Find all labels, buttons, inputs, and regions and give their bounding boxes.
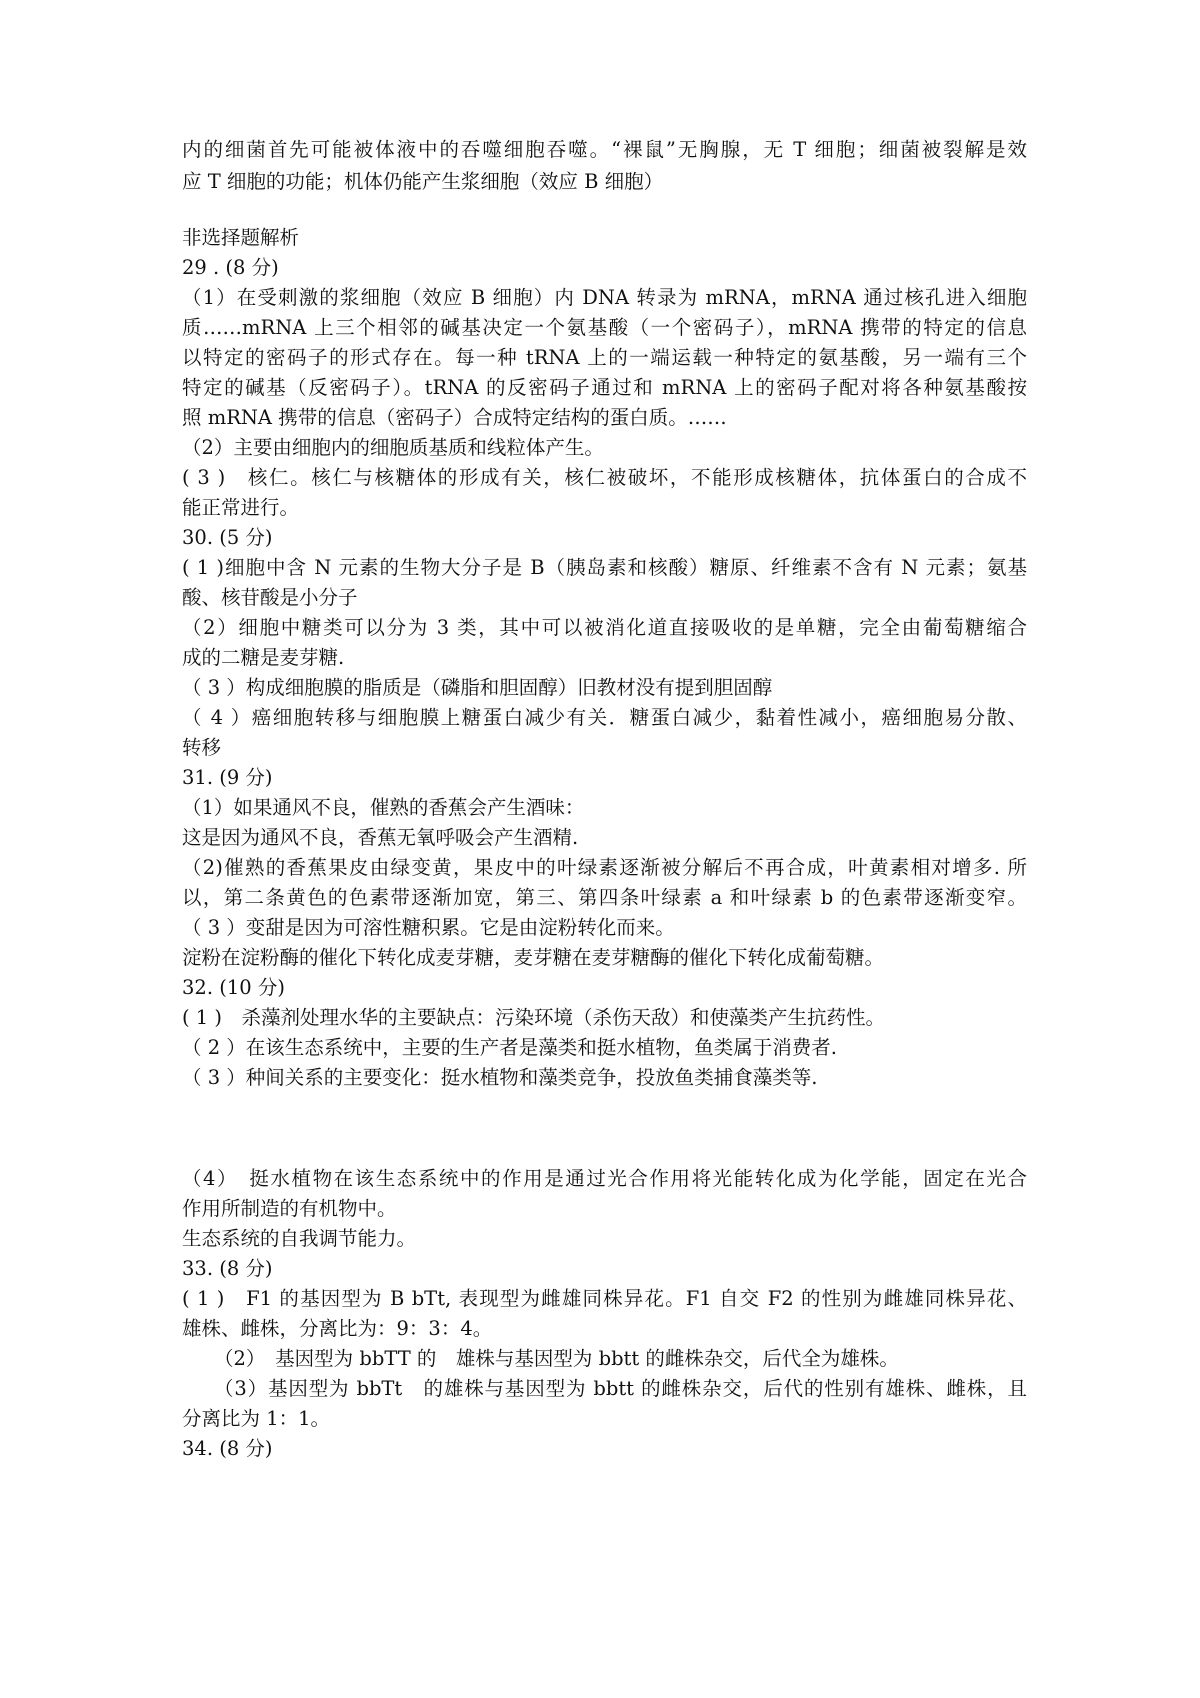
question-number: 34. (8 分) [182, 1437, 273, 1460]
text-line: 以，第二条黄色的色素带逐渐加宽，第三、第四条叶绿素 a 和叶绿素 b 的色素带逐渐变窄。 [182, 886, 1027, 909]
text-line: 酸、核苷酸是小分子 [182, 586, 358, 609]
text-line: （2）细胞中糖类可以分为 3 类，其中可以被消化道直接吸收的是单糖，完全由葡萄糖缩合 [182, 616, 1027, 639]
text-line: （1）如果通风不良，催熟的香蕉会产生酒味： [182, 796, 585, 819]
text-line: （ 3 ）种间关系的主要变化：挺水植物和藻类竞争，投放鱼类捕食藻类等. [182, 1066, 818, 1089]
question-number: 31. (9 分) [182, 766, 273, 789]
text-line: 这是因为通风不良，香蕉无氧呼吸会产生酒精. [182, 826, 579, 849]
text-line: 照 mRNA 携带的信息（密码子）合成特定结构的蛋白质。…… [182, 406, 727, 429]
text-line: ( 3 ) 核仁。核仁与核糖体的形成有关，核仁被破坏，不能形成核糖体，抗体蛋白的合成不 [182, 466, 1027, 489]
text-line: 作用所制造的有机物中。 [182, 1197, 397, 1220]
text-line: 以特定的密码子的形式存在。每一种 tRNA 上的一端运载一种特定的氨基酸，另一端有三个 [182, 346, 1027, 369]
text-line: （ 4 ）癌细胞转移与细胞膜上糖蛋白减少有关．糖蛋白减少，黏着性减小，癌细胞易分散、 [182, 706, 1027, 729]
text-line: 雄株、雌株，分离比为：9：3：4。 [182, 1317, 493, 1340]
text-line: 特定的碱基（反密码子）。tRNA 的反密码子通过和 mRNA 上的密码子配对将各种氨基酸按 [182, 376, 1027, 399]
text-line: 应 T 细胞的功能；机体仍能产生浆细胞（效应 B 细胞） [182, 170, 664, 193]
text-line: （4） 挺水植物在该生态系统中的作用是通过光合作用将光能转化成为化学能，固定在光合 [182, 1167, 1027, 1190]
text-line: （1）在受刺激的浆细胞（效应 B 细胞）内 DNA 转录为 mRNA，mRNA 通过核孔进入细胞 [182, 286, 1027, 309]
text-line: 成的二糖是麦芽糖. [182, 646, 345, 669]
text-line: （2）主要由细胞内的细胞质基质和线粒体产生。 [182, 436, 604, 459]
text-line: 转移 [182, 736, 222, 759]
question-number: 33. (8 分) [182, 1257, 273, 1280]
text-line: 内的细菌首先可能被体液中的吞噬细胞吞噬。“裸鼠”无胸腺，无 T 细胞；细菌被裂解是效 [182, 138, 1027, 161]
section-heading: 非选择题解析 [182, 226, 300, 249]
question-number: 29 . (8 分) [182, 256, 279, 279]
question-number: 30. (5 分) [182, 526, 273, 549]
text-line: （2)催熟的香蕉果皮由绿变黄，果皮中的叶绿素逐渐被分解后不再合成，叶黄素相对增多. 所 [182, 856, 1027, 879]
text-line: （ 2 ）在该生态系统中，主要的生产者是藻类和挺水植物，鱼类属于消费者. [182, 1036, 838, 1059]
text-line: 分离比为 1：1。 [182, 1407, 331, 1430]
text-line: ( 1 ) 杀藻剂处理水华的主要缺点：污染环境（杀伤天敌）和使藻类产生抗药性。 [182, 1006, 886, 1029]
text-line: ( 1 ) F1 的基因型为 B bTt, 表现型为雌雄同株异花。F1 自交 F2 的性别为雌雄同株异花、 [182, 1287, 1027, 1310]
question-number: 32. (10 分) [182, 976, 285, 999]
text-line: 生态系统的自我调节能力。 [182, 1227, 417, 1250]
text-line: ( 1 )细胞中含 N 元素的生物大分子是 B（胰岛素和核酸）糖原、纤维素不含有 N 元素；氨基 [182, 556, 1027, 579]
text-line: （ 3 ）构成细胞膜的脂质是（磷脂和胆固醇）旧教材没有提到胆固醇 [182, 676, 773, 699]
text-line: （ 3 ）变甜是因为可溶性糖积累。它是由淀粉转化而来。 [182, 916, 675, 939]
text-line: （3）基因型为 bbTt 的雄株与基因型为 bbtt 的雌株杂交，后代的性别有雄株、雌株，且 [214, 1377, 1027, 1400]
text-line: 能正常进行。 [182, 496, 300, 519]
text-line: 质……mRNA 上三个相邻的碱基决定一个氨基酸（一个密码子），mRNA 携带的特定的信息 [182, 316, 1027, 339]
text-line: （2） 基因型为 bbTT 的 雄株与基因型为 bbtt 的雌株杂交，后代全为雄株。 [214, 1347, 899, 1370]
text-line: 淀粉在淀粉酶的催化下转化成麦芽糖，麦芽糖在麦芽糖酶的催化下转化成葡萄糖。 [182, 946, 885, 969]
